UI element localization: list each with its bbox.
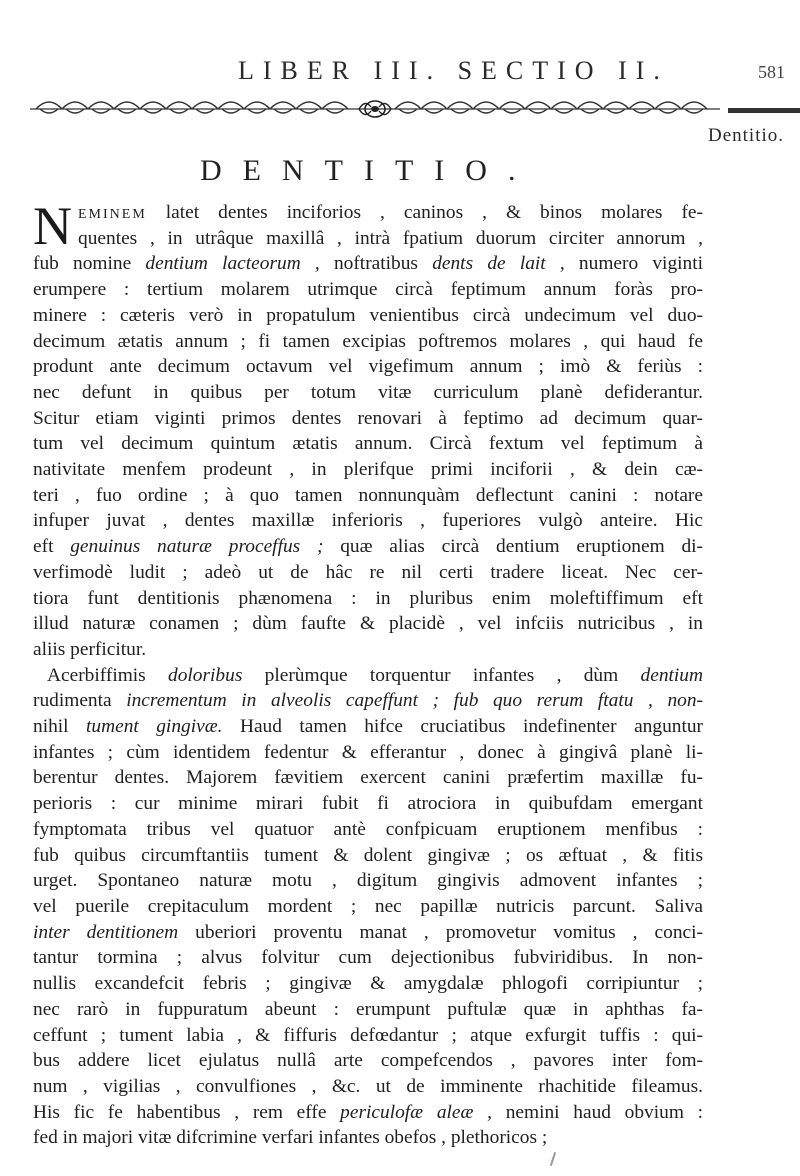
italic-term: periculofæ aleæ , [340,1101,492,1123]
text-line: nihil tument gingivæ. Haud tamen hifce cruciatibus indefinenter anguntur [33,716,704,738]
marginal-note: Dentitio. [708,125,785,146]
paragraph-2 [33,663,703,1151]
text-line: eft genuinus naturæ proceffus ; quæ alias circà dentium eruptionem di- [33,536,703,558]
italic-term: dentium lacteorum , [145,253,320,275]
ornament-flourish-icon [525,102,551,113]
paragraph-lines [33,663,703,1151]
text-line: nec rarò in fuppuratum abeunt : erumpunt puftulæ quæ in aphthas fa- [33,998,703,1020]
text-line: ceffunt ; tument labia , & fiffuris defœdantur ; atque exfurgit tuffis : qui- [33,1024,703,1046]
ornament-flourish-icon [447,102,473,113]
italic-term: genuinus naturæ proceffus ; [70,536,324,558]
italic-term: inter dentitionem [33,921,179,943]
ornament-flourish-icon [322,102,348,113]
ornament-flourish-icon [270,102,296,113]
ornament-flourish-icon [166,102,192,113]
text-line: aliis perficitur. [33,638,147,660]
ornament-flourish-icon [114,102,140,113]
text-line: tiora funt dentitionis phænomena : in pluribus enim moleftiffimum eft [33,587,703,609]
text-line: nullis excandefcit febris ; gingivæ & amygdalæ phlogofi corripiuntur ; [33,973,703,995]
page-number: 581 [758,62,785,82]
ornament-flourish-icon [603,102,629,113]
ornament-flourish-icon [62,102,88,113]
ornament-flourish-icon [655,102,681,113]
margin-mark [550,1152,556,1166]
text-line: erumpere : tertium molarem utrimque circà feptimum annum foràs pro- [33,279,703,301]
lead-word: eminem [78,202,147,223]
text-line: perioris : cur minime mirari fubit fi atrociora in quibufdam emergant [33,793,703,815]
italic-term: dentium [640,664,703,686]
ornament-flourish-icon [577,102,603,113]
text-line: teri , fuo ordine ; à quo tamen nonnunquàm deflectunt canini : notare [33,484,703,506]
text-line: bus addere licet ejulatus nullâ arte compefcendos , pavores inter fom- [33,1050,703,1072]
text-line: rudimenta incrementum in alveolis capeffunt ; fub quo rerum ftatu , non- [33,690,703,712]
text-line: fymptomata tribus vel quatuor antè confpicuam eruptionem menfibus : [33,818,703,840]
ornament-flourish-icon [499,102,525,113]
ornament-flourish-icon [218,102,244,113]
text-line: inter dentitionem uberiori proventu manat , promovetur vomitus , conci- [33,921,703,943]
text-line: illud naturæ conamen ; dùm faufte & placidè , vel infciis nutricibus , in [33,613,703,635]
paragraph-lines [33,196,703,663]
text-line: tantur tormina ; alvus folvitur cum dejectionibus fubviridibus. In non- [33,947,703,969]
ornament-flourish-icon [192,102,218,113]
text-line: fub quibus circumftantiis tument & dolent gingivæ ; os æftuat , & fitis [33,844,703,866]
ornament-flourish-icon [473,102,499,113]
text-line: eminem latet dentes inciforios , caninos , & binos molares fe- [78,202,703,223]
text-line: minere : cæteris verò in propatulum venientibus circà undecimum vel duo- [33,304,703,326]
italic-term: doloribus [168,664,243,686]
ornament-flourish-icon [140,102,166,113]
text-line: tum vel decimum quintum ætatis annum. Circà fextum vel feptimum à [33,433,703,455]
text-line: infuper juvat , dentes maxillæ inferioris , fuperiores vulgò anteire. Hic [33,510,703,532]
ornament-flourish-icon [296,102,322,113]
section-heading: DENTITIO. [200,154,537,187]
ornament-headpiece [30,96,720,122]
ornament-flourish-icon [244,102,270,113]
ornament-flourish-icon [551,102,577,113]
text-line: num , vigilias , convulfiones , &c. ut de imminente rhachitide fileamus. [33,1075,703,1097]
text-line: verfimodè ludit ; adeò ut de hâc re nil certi tradere liceat. Nec cer- [33,561,703,583]
text-line: nec defunt in quibus per totum vitæ curriculum planè defiderantur. [33,381,703,403]
text-line: berentur dentes. Majorem fævitiem exercent canini præfertim maxillæ fu- [33,767,703,789]
ornament-flourish-icon [88,102,114,113]
running-title: LIBER III. SECTIO II. [238,56,669,85]
text-line: fed in majori vitæ difcrimine verfari infantes obefos , plethoricos ; [33,1127,548,1149]
paragraph-1 [33,196,703,663]
text-line: nativitate menfem prodeunt , in plerifque primi inciforii , & dein cæ- [33,459,703,481]
text-line: quentes , in utrâque maxillâ , intrà fpatium duorum circiter annorum , [78,227,703,249]
drop-cap: N [33,196,72,256]
body-text [33,196,704,1151]
ornament-flourish-icon [421,102,447,113]
ornament-flourish-icon [681,102,707,113]
side-rule [728,108,800,113]
text-line: Acerbiffimis doloribus plerùmque torquentur infantes , dùm dentium [47,664,703,686]
ornament-flourish-icon [629,102,655,113]
text-line: urget. Spontaneo naturæ motu , digitum gingivis admovent infantes ; [33,870,703,892]
text-line: produnt ante decimum octavum vel vigefimum annum ; imò & feriùs : [33,356,703,378]
running-head [0,56,800,86]
text-line: Scitur etiam viginti primos dentes renovari à feptimo ad decimum quar- [33,407,703,429]
text-line: His fic fe habentibus , rem effe periculofæ aleæ , nemini haud obvium : [33,1101,704,1123]
text-line: vel puerile crepitaculum mordent ; nec papillæ nutricis parcunt. Saliva [33,895,703,917]
text-line: fub nomine dentium lacteorum , noftratibus dents de lait , numero viginti [33,253,703,275]
ornament-flourish-icon [395,102,421,113]
italic-term: incrementum in alveolis capeffunt ; fub quo rerum ftatu , non- [111,690,703,712]
italic-term: tument gingivæ. [86,716,223,738]
text-line: infantes ; cùm identidem fedentur & efferantur , donec à gingivâ planè li- [33,741,703,763]
italic-term: dents de lait , [432,253,565,275]
ornament-flourish-icon [36,102,62,113]
text-line: decimum ætatis annum ; fi tamen excipias poftremos molares , qui haud fe [33,330,703,352]
